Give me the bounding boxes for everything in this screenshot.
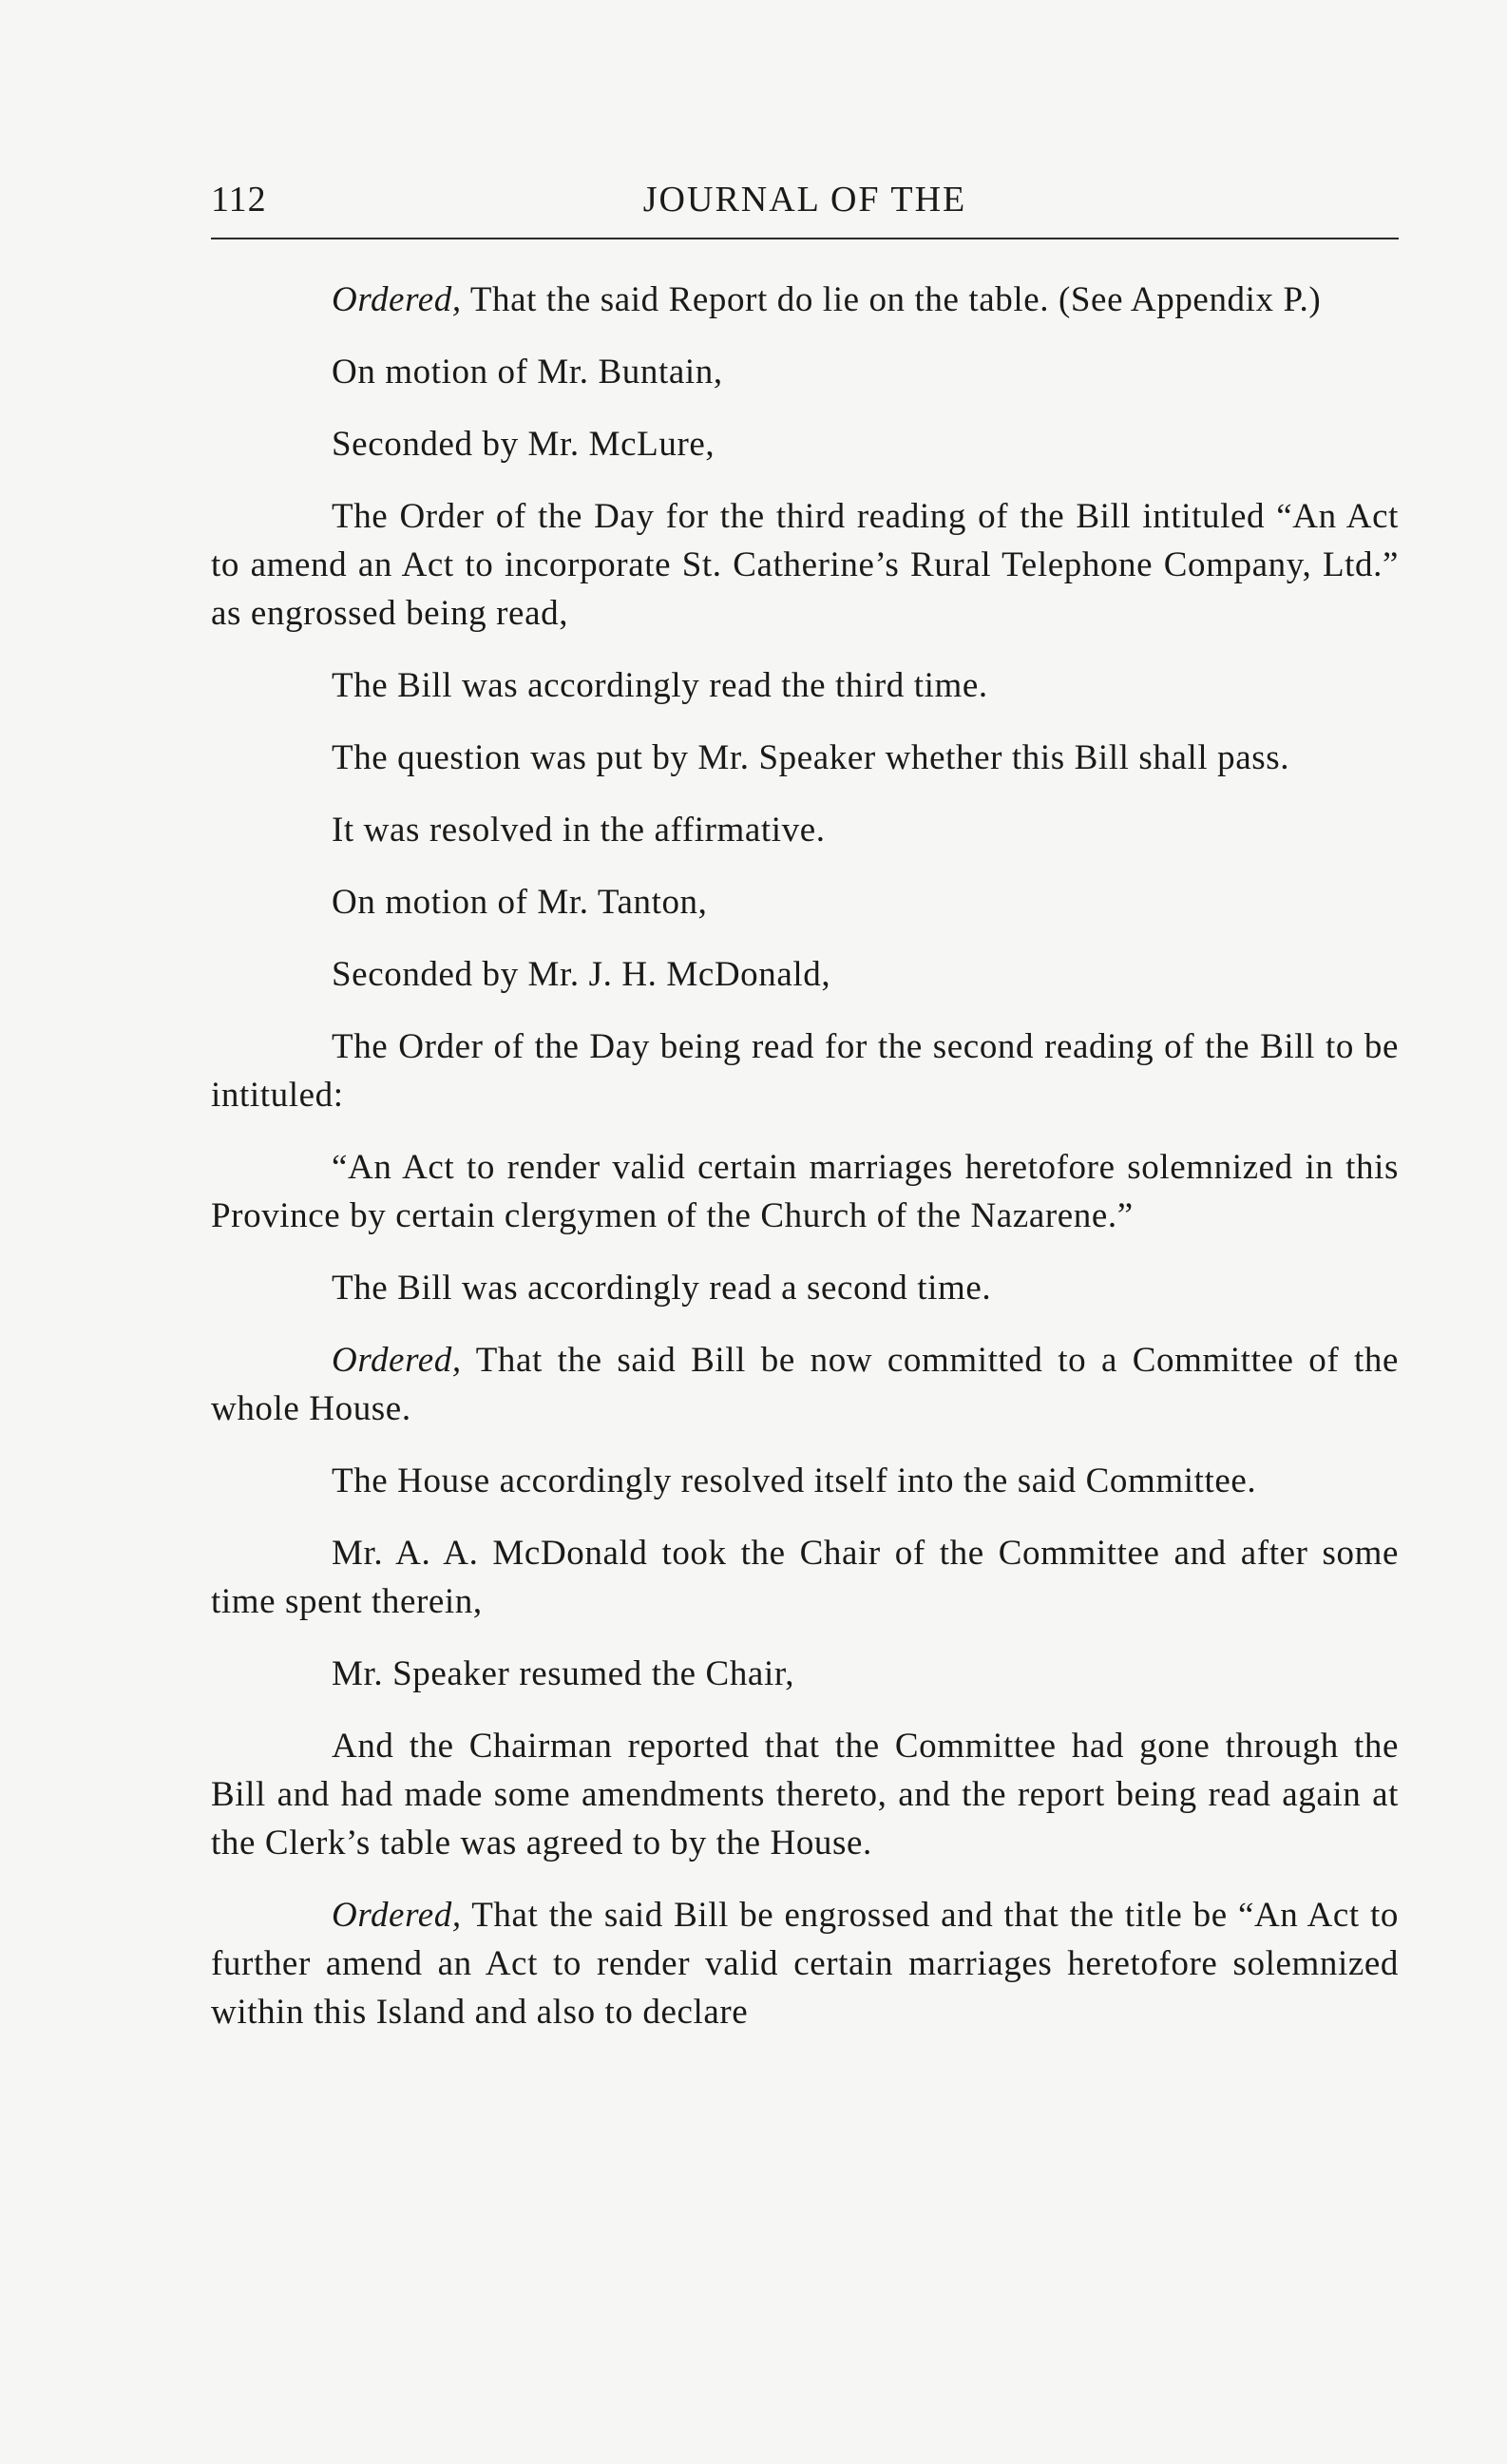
paragraph-chairman-reported	[211, 1722, 1399, 1867]
paragraph-resolved-affirmative	[211, 806, 1399, 854]
italic-lead: Ordered,	[332, 280, 462, 319]
paragraph-text: The House accordingly resolved itself into the said Committee.	[332, 1461, 1257, 1500]
paragraph-read-second-time	[211, 1264, 1399, 1312]
paragraph-text: “An Act to render valid certain marriages heretofore solemnized in this Province by certain clergymen of the Church of the Nazarene.”	[211, 1148, 1399, 1235]
paragraph-took-chair	[211, 1529, 1399, 1626]
paragraph-seconded-mcdonald	[211, 950, 1399, 999]
page-number: 112	[211, 180, 267, 220]
paragraph-ordered-engrossed	[211, 1891, 1399, 2036]
running-head: JOURNAL OF THE	[642, 180, 967, 220]
italic-lead: Ordered,	[332, 1341, 462, 1380]
paragraph-speaker-resumed	[211, 1650, 1399, 1698]
paragraph-text: The Bill was accordingly read a second time.	[332, 1269, 992, 1308]
paragraph-third-reading-order	[211, 492, 1399, 638]
paragraph-text: That the said Bill be engrossed and that the title be “An Act to further amend an Act to render valid certain marriages heretofore solemnized within this Island and also to declare	[211, 1896, 1399, 2032]
paragraph-text: Seconded by Mr. McLure,	[332, 425, 715, 464]
paragraph-text: Seconded by Mr. J. H. McDonald,	[332, 955, 831, 994]
paragraph-motion-tanton	[211, 878, 1399, 926]
paragraph-text: Mr. Speaker resumed the Chair,	[332, 1654, 795, 1693]
paragraph-ordered-committed	[211, 1336, 1399, 1433]
paragraph-text: The Order of the Day for the third reading of the Bill intituled “An Act to amend an Act to incorporate St. Catherine’s Rural Telephone Company, Ltd.” as engrossed being read,	[211, 497, 1399, 633]
paragraph-second-reading-order	[211, 1022, 1399, 1119]
paragraph-text: The question was put by Mr. Speaker whether this Bill shall pass.	[332, 738, 1290, 777]
paragraph-question-put	[211, 734, 1399, 782]
paragraph-ordered-report	[211, 276, 1399, 324]
paragraph-read-third-time	[211, 661, 1399, 710]
paragraph-house-resolved	[211, 1457, 1399, 1505]
paragraph-text: And the Chairman reported that the Committee had gone through the Bill and had made some amendments thereto, and the report being read again at the Clerk’s table was agreed to by the House.	[211, 1727, 1399, 1862]
paragraph-text: The Bill was accordingly read the third time.	[332, 666, 988, 705]
paragraph-motion-buntain	[211, 348, 1399, 396]
paragraph-text: That the said Report do lie on the table. (See Appendix P.)	[461, 280, 1322, 319]
journal-body	[211, 276, 1399, 2036]
paragraph-text: The Order of the Day being read for the second reading of the Bill to be intituled:	[211, 1027, 1399, 1115]
page-header	[211, 171, 1399, 239]
paragraph-bill-title	[211, 1143, 1399, 1240]
italic-lead: Ordered,	[332, 1896, 462, 1935]
paragraph-text: That the said Bill be now committed to a Committee of the whole House.	[211, 1341, 1399, 1428]
paragraph-text: It was resolved in the affirmative.	[332, 811, 826, 850]
paragraph-seconded-mclure	[211, 420, 1399, 468]
paragraph-text: On motion of Mr. Tanton,	[332, 883, 708, 922]
paragraph-text: Mr. A. A. McDonald took the Chair of the Committee and after some time spent therein,	[211, 1534, 1399, 1621]
document-page	[211, 171, 1399, 2036]
paragraph-text: On motion of Mr. Buntain,	[332, 353, 723, 392]
